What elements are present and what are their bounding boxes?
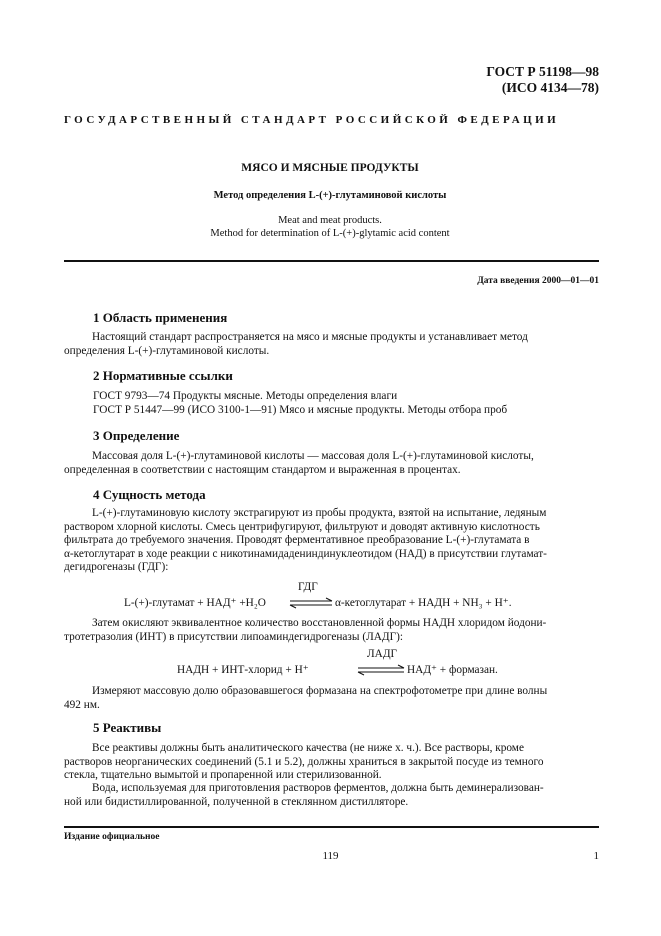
section-2-heading: 2 Нормативные ссылки [93, 368, 233, 383]
s3-line2: определенная в соответствии с настоящим стандартом и выраженная в процентах. [64, 463, 461, 476]
english-title-line2: Method for determination of L-(+)-glytamic acid content [210, 228, 450, 239]
s4-p2-line1: Затем окисляют эквивалентное количество восстановленной формы НАДН хлоридом йодони- [92, 617, 547, 629]
s5-p1-line2: растворов неорганических соединений (5.1 и 5.2), должны храниться в закрытой посуде из темного [64, 755, 544, 768]
section-5-paragraph-2 [64, 782, 599, 809]
section-1-heading: 1 Область применения [93, 310, 228, 325]
footer-divider [64, 826, 599, 828]
official-edition-label: Издание официальное [64, 832, 160, 842]
equation-2-right: НАД⁺ + формазан. [407, 664, 498, 676]
method-title: Метод определения L-(+)-глутаминовой кислоты [213, 190, 447, 201]
s4-p1-line3: фильтрата до требуемого значения. Проводят ферментативное преобразование L-(+)-глутамата в [64, 534, 530, 546]
reference-gost-51447: ГОСТ Р 51447—99 (ИСО 3100-1—91) Мясо и мясные продукты. Методы отбора проб [93, 404, 508, 416]
introduction-date: Дата введения 2000—01—01 [477, 276, 599, 286]
section-3-text [64, 450, 599, 477]
english-title [64, 214, 596, 240]
equation-1-right: α-кетоглутарат + НАДН + NH₃ + Н⁺. [335, 597, 512, 609]
section-4-heading: 4 Сущность метода [93, 487, 206, 502]
iso-number: (ИСО 4134—78) [501, 80, 599, 95]
state-standard-heading: ГОСУДАРСТВЕННЫЙ СТАНДАРТ РОССИЙСКОЙ ФЕДЕРАЦИИ [64, 114, 560, 126]
reversible-arrow-icon-2 [357, 664, 405, 676]
section-1-text [64, 331, 599, 358]
equation-2-enzyme-label: ЛАДГ [367, 648, 398, 660]
equation-1-enzyme-label: ГДГ [298, 581, 318, 593]
s4-p3-line2: 492 нм. [64, 698, 100, 711]
section-4-paragraph-1 [64, 507, 599, 575]
s4-p3-line1: Измеряют массовую долю образовавшегося формазана на спектрофотометре при длине волны [92, 685, 548, 697]
equation-2-left: НАДН + ИНТ-хлорид + Н⁺ [177, 664, 309, 676]
standard-number: ГОСТ Р 51198—98 [486, 64, 599, 79]
section-3-heading: 3 Определение [93, 428, 180, 443]
s4-p1-line5: дегидрогеназы (ГДГ): [64, 561, 169, 573]
equation-1-left: L-(+)-глутамат + НАД⁺ +Н₂О [124, 597, 266, 609]
s5-p2-line1: Вода, используемая для приготовления растворов ферментов, должна быть деминерализован- [92, 782, 544, 794]
english-title-line1: Meat and meat products. [278, 215, 382, 226]
s5-p1-line3: стекла, тщательно вымытой и пропаренной или стерилизованной. [64, 769, 382, 781]
section-5-heading: 5 Реактивы [93, 720, 162, 735]
sheet-number: 1 [593, 850, 599, 862]
s1-line2: определения L-(+)-глутаминовой кислоты. [64, 344, 270, 357]
reference-gost-9793: ГОСТ 9793—74 Продукты мясные. Методы определения влаги [93, 390, 398, 402]
reversible-arrow-icon [289, 597, 333, 609]
document-title: МЯСО И МЯСНЫЕ ПРОДУКТЫ [241, 162, 419, 174]
section-4-paragraph-3 [64, 685, 599, 712]
s4-p1-line1: L-(+)-глутаминовую кислоту экстрагируют из пробы продукта, взятой на испытание, ледяным [92, 507, 547, 519]
page-number: 119 [322, 850, 339, 862]
s5-p2-line2: ной или бидистиллированной, полученной в стеклянном дистилляторе. [64, 795, 409, 808]
section-5-paragraph-1 [64, 742, 599, 783]
s5-p1-line1: Все реактивы должны быть аналитического качества (не ниже х. ч.). Все растворы, кроме [92, 742, 524, 754]
s4-p1-line4: α-кетоглутарат в ходе реакции с никотинамидадениндинуклеотидом (НАД) в присутствии глутамат- [64, 547, 547, 560]
s4-p1-line2: раствором хлорной кислоты. Смесь центрифугируют, фильтруют и доводят активную кислотность [64, 520, 540, 533]
title-divider [64, 260, 599, 262]
section-4-paragraph-2 [64, 617, 599, 644]
s1-line1: Настоящий стандарт распространяется на мясо и мясные продукты и устанавливает метод [92, 331, 528, 343]
s4-p2-line2: тротетразолия (ИНТ) в присутствии липоаминдегидрогеназы (ЛАДГ): [64, 630, 404, 643]
s3-line1: Массовая доля L-(+)-глутаминовой кислоты — массовая доля L-(+)-глутаминовой кислоты, [92, 450, 534, 462]
